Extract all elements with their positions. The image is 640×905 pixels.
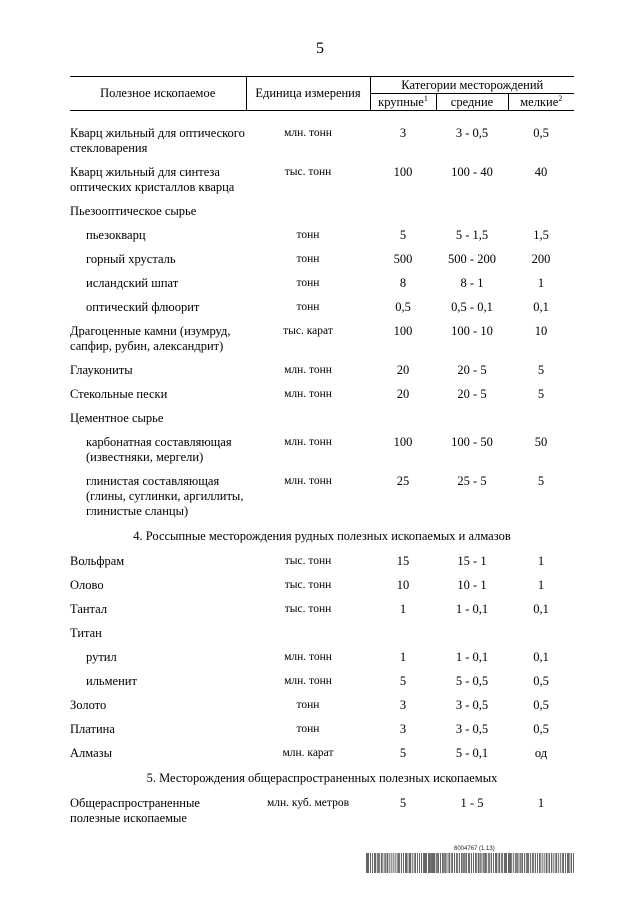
small-value: 1: [537, 578, 545, 592]
unit-cell: тыс. тонн: [284, 579, 332, 591]
table-row: [70, 223, 574, 247]
large-value: 1: [399, 650, 407, 664]
mineral-name: оптический флюорит: [86, 300, 200, 314]
table-row: [70, 669, 574, 693]
table-row: [70, 469, 574, 523]
table-row: [70, 121, 574, 160]
large-value: 25: [396, 474, 410, 488]
mineral-name: Драгоценные камни (изумруд, сапфир, рубин, александрит): [70, 324, 231, 353]
medium-value: [436, 621, 508, 645]
medium-value: 3 - 0,5: [455, 126, 489, 140]
unit-cell: млн. тонн: [284, 675, 332, 687]
large-value: 100: [393, 165, 413, 179]
table-row: [70, 621, 574, 645]
mineral-name: ильменит: [86, 674, 137, 688]
large-value: 3: [399, 126, 407, 140]
section-heading: 5. Месторождения общераспространенных полезных ископаемых: [146, 771, 498, 785]
large-value: 5: [399, 674, 407, 688]
table-row: [70, 358, 574, 382]
mineral-name: горный хрусталь: [86, 252, 176, 266]
large-value: 0,5: [395, 300, 411, 314]
small-value: 50: [534, 435, 548, 449]
large-value: 5: [399, 796, 407, 810]
mineral-name: карбонатная составляющая (известняки, мергели): [86, 435, 232, 464]
small-value: 5: [537, 474, 545, 488]
large-value: 8: [399, 276, 407, 290]
unit-cell: тонн: [296, 253, 320, 265]
table-row: [70, 160, 574, 199]
small-value: 0,5: [533, 126, 549, 140]
large-value: 3: [399, 698, 407, 712]
small-value: 40: [534, 165, 548, 179]
medium-value: [436, 199, 508, 223]
small-value: 0,5: [533, 698, 549, 712]
large-value: 100: [393, 435, 413, 449]
mineral-name: глинистая составляющая (глины, суглинки, аргиллиты, глинистые сланцы): [86, 474, 244, 518]
header-small: мелкие$^2$: [520, 93, 563, 109]
medium-value: [436, 406, 508, 430]
mineral-name: пьезокварц: [86, 228, 146, 242]
small-value: 0,5: [533, 674, 549, 688]
unit-cell: млн. тонн: [284, 127, 332, 139]
deposits-table: [70, 76, 574, 830]
table-row: [70, 645, 574, 669]
small-value: 1: [537, 796, 545, 810]
medium-value: 0,5 - 0,1: [451, 300, 493, 314]
large-value: 10: [396, 578, 410, 592]
mineral-name: Стекольные пески: [70, 387, 168, 401]
small-value: 5: [537, 363, 545, 377]
table-row: [70, 717, 574, 741]
section-heading-row: [70, 523, 574, 549]
unit-cell: тонн: [296, 699, 320, 711]
unit-cell: тонн: [296, 723, 320, 735]
unit-cell: млн. тонн: [284, 475, 332, 487]
mineral-name: Кварц жильный для синтеза оптических кристаллов кварца: [70, 165, 235, 194]
unit-cell: тонн: [296, 229, 320, 241]
mineral-name: Платина: [70, 722, 115, 736]
medium-value: 3 - 0,5: [455, 698, 489, 712]
table-row: [70, 247, 574, 271]
table-row: [70, 791, 574, 830]
table-row: [70, 573, 574, 597]
unit-cell: млн. карат: [282, 747, 334, 759]
medium-value: 100 - 10: [451, 324, 493, 338]
large-value: 5: [399, 746, 407, 760]
section-heading-row: [70, 765, 574, 791]
table-body: [70, 121, 574, 830]
large-value: 15: [396, 554, 410, 568]
small-value: 200: [531, 252, 551, 266]
medium-value: 5 - 1,5: [455, 228, 489, 242]
small-value: 10: [534, 324, 548, 338]
medium-value: 20 - 5: [457, 387, 487, 401]
large-value: 5: [399, 228, 407, 242]
unit-cell: млн. тонн: [284, 364, 332, 376]
small-value: [508, 406, 574, 430]
table-row: [70, 271, 574, 295]
mineral-name: Цементное сырье: [70, 411, 164, 425]
medium-value: 1 - 5: [460, 796, 484, 810]
table-row: [70, 693, 574, 717]
medium-value: 1 - 0,1: [455, 602, 489, 616]
unit-cell: [246, 199, 370, 223]
table-row: [70, 549, 574, 573]
unit-cell: тыс. тонн: [284, 166, 332, 178]
large-value: [370, 199, 436, 223]
medium-value: 5 - 0,5: [455, 674, 489, 688]
page-number: 5: [316, 40, 324, 57]
large-value: 20: [396, 363, 410, 377]
large-value: 1: [399, 602, 407, 616]
medium-value: 15 - 1: [457, 554, 487, 568]
large-value: 500: [393, 252, 413, 266]
small-value: 0,5: [533, 722, 549, 736]
unit-cell: [246, 406, 370, 430]
large-value: 20: [396, 387, 410, 401]
small-value: 0,1: [533, 650, 549, 664]
small-value: 5: [537, 387, 545, 401]
barcode-icon: [366, 853, 576, 873]
large-value: [370, 406, 436, 430]
small-value: [508, 621, 574, 645]
header-categories: Категории месторождений: [370, 77, 574, 94]
unit-cell: [246, 621, 370, 645]
table-row: [70, 406, 574, 430]
mineral-name: исландский шпат: [86, 276, 179, 290]
medium-value: 8 - 1: [460, 276, 484, 290]
unit-cell: тонн: [296, 277, 320, 289]
medium-value: 5 - 0,1: [455, 746, 489, 760]
medium-value: 100 - 40: [451, 165, 493, 179]
medium-value: 25 - 5: [457, 474, 487, 488]
mineral-name: рутил: [86, 650, 117, 664]
unit-cell: млн. тонн: [284, 651, 332, 663]
mineral-name: Алмазы: [70, 746, 112, 760]
medium-value: 500 - 200: [448, 252, 496, 266]
medium-value: 100 - 50: [451, 435, 493, 449]
unit-cell: тыс. тонн: [284, 555, 332, 567]
medium-value: 10 - 1: [457, 578, 487, 592]
table-row: [70, 199, 574, 223]
medium-value: 1 - 0,1: [455, 650, 489, 664]
section-heading: 4. Россыпные месторождения рудных полезных ископаемых и алмазов: [133, 529, 511, 543]
mineral-name: Кварц жильный для оптического стекловарения: [70, 126, 245, 155]
small-value: 0,1: [533, 602, 549, 616]
small-value: 1: [537, 276, 545, 290]
unit-cell: млн. куб. метров: [266, 797, 350, 809]
mineral-name: Глаукониты: [70, 363, 133, 377]
table-row: [70, 382, 574, 406]
mineral-name: Олово: [70, 578, 104, 592]
small-value: 1,5: [533, 228, 549, 242]
unit-cell: тыс. тонн: [284, 603, 332, 615]
header-mineral: Полезное ископаемое: [70, 77, 246, 111]
mineral-name: Общераспространенные полезные ископаемые: [70, 796, 200, 825]
table-row: [70, 319, 574, 358]
small-value: 0,1: [533, 300, 549, 314]
mineral-name: Пьезооптическое сырье: [70, 204, 197, 218]
medium-value: 3 - 0,5: [455, 722, 489, 736]
mineral-name: Вольфрам: [70, 554, 125, 568]
unit-cell: тонн: [296, 301, 320, 313]
header-medium: средние: [436, 94, 508, 111]
unit-cell: тыс. карат: [283, 325, 333, 337]
large-value: 100: [393, 324, 413, 338]
mineral-name: Тантал: [70, 602, 108, 616]
medium-value: 20 - 5: [457, 363, 487, 377]
table-row: [70, 597, 574, 621]
large-value: 3: [399, 722, 407, 736]
small-value: [508, 199, 574, 223]
large-value: [370, 621, 436, 645]
barcode-label: 6004767 (1.13): [454, 846, 495, 852]
small-value: од: [534, 746, 548, 760]
unit-cell: млн. тонн: [284, 388, 332, 400]
small-value: 1: [537, 554, 545, 568]
header-large: крупные$^1$: [370, 94, 436, 111]
unit-cell: млн. тонн: [284, 436, 332, 448]
mineral-name: Титан: [70, 626, 102, 640]
table-row: [70, 741, 574, 765]
header-unit: Единица измерения: [246, 77, 370, 111]
table-row: [70, 430, 574, 469]
mineral-name: Золото: [70, 698, 107, 712]
table-row: [70, 295, 574, 319]
